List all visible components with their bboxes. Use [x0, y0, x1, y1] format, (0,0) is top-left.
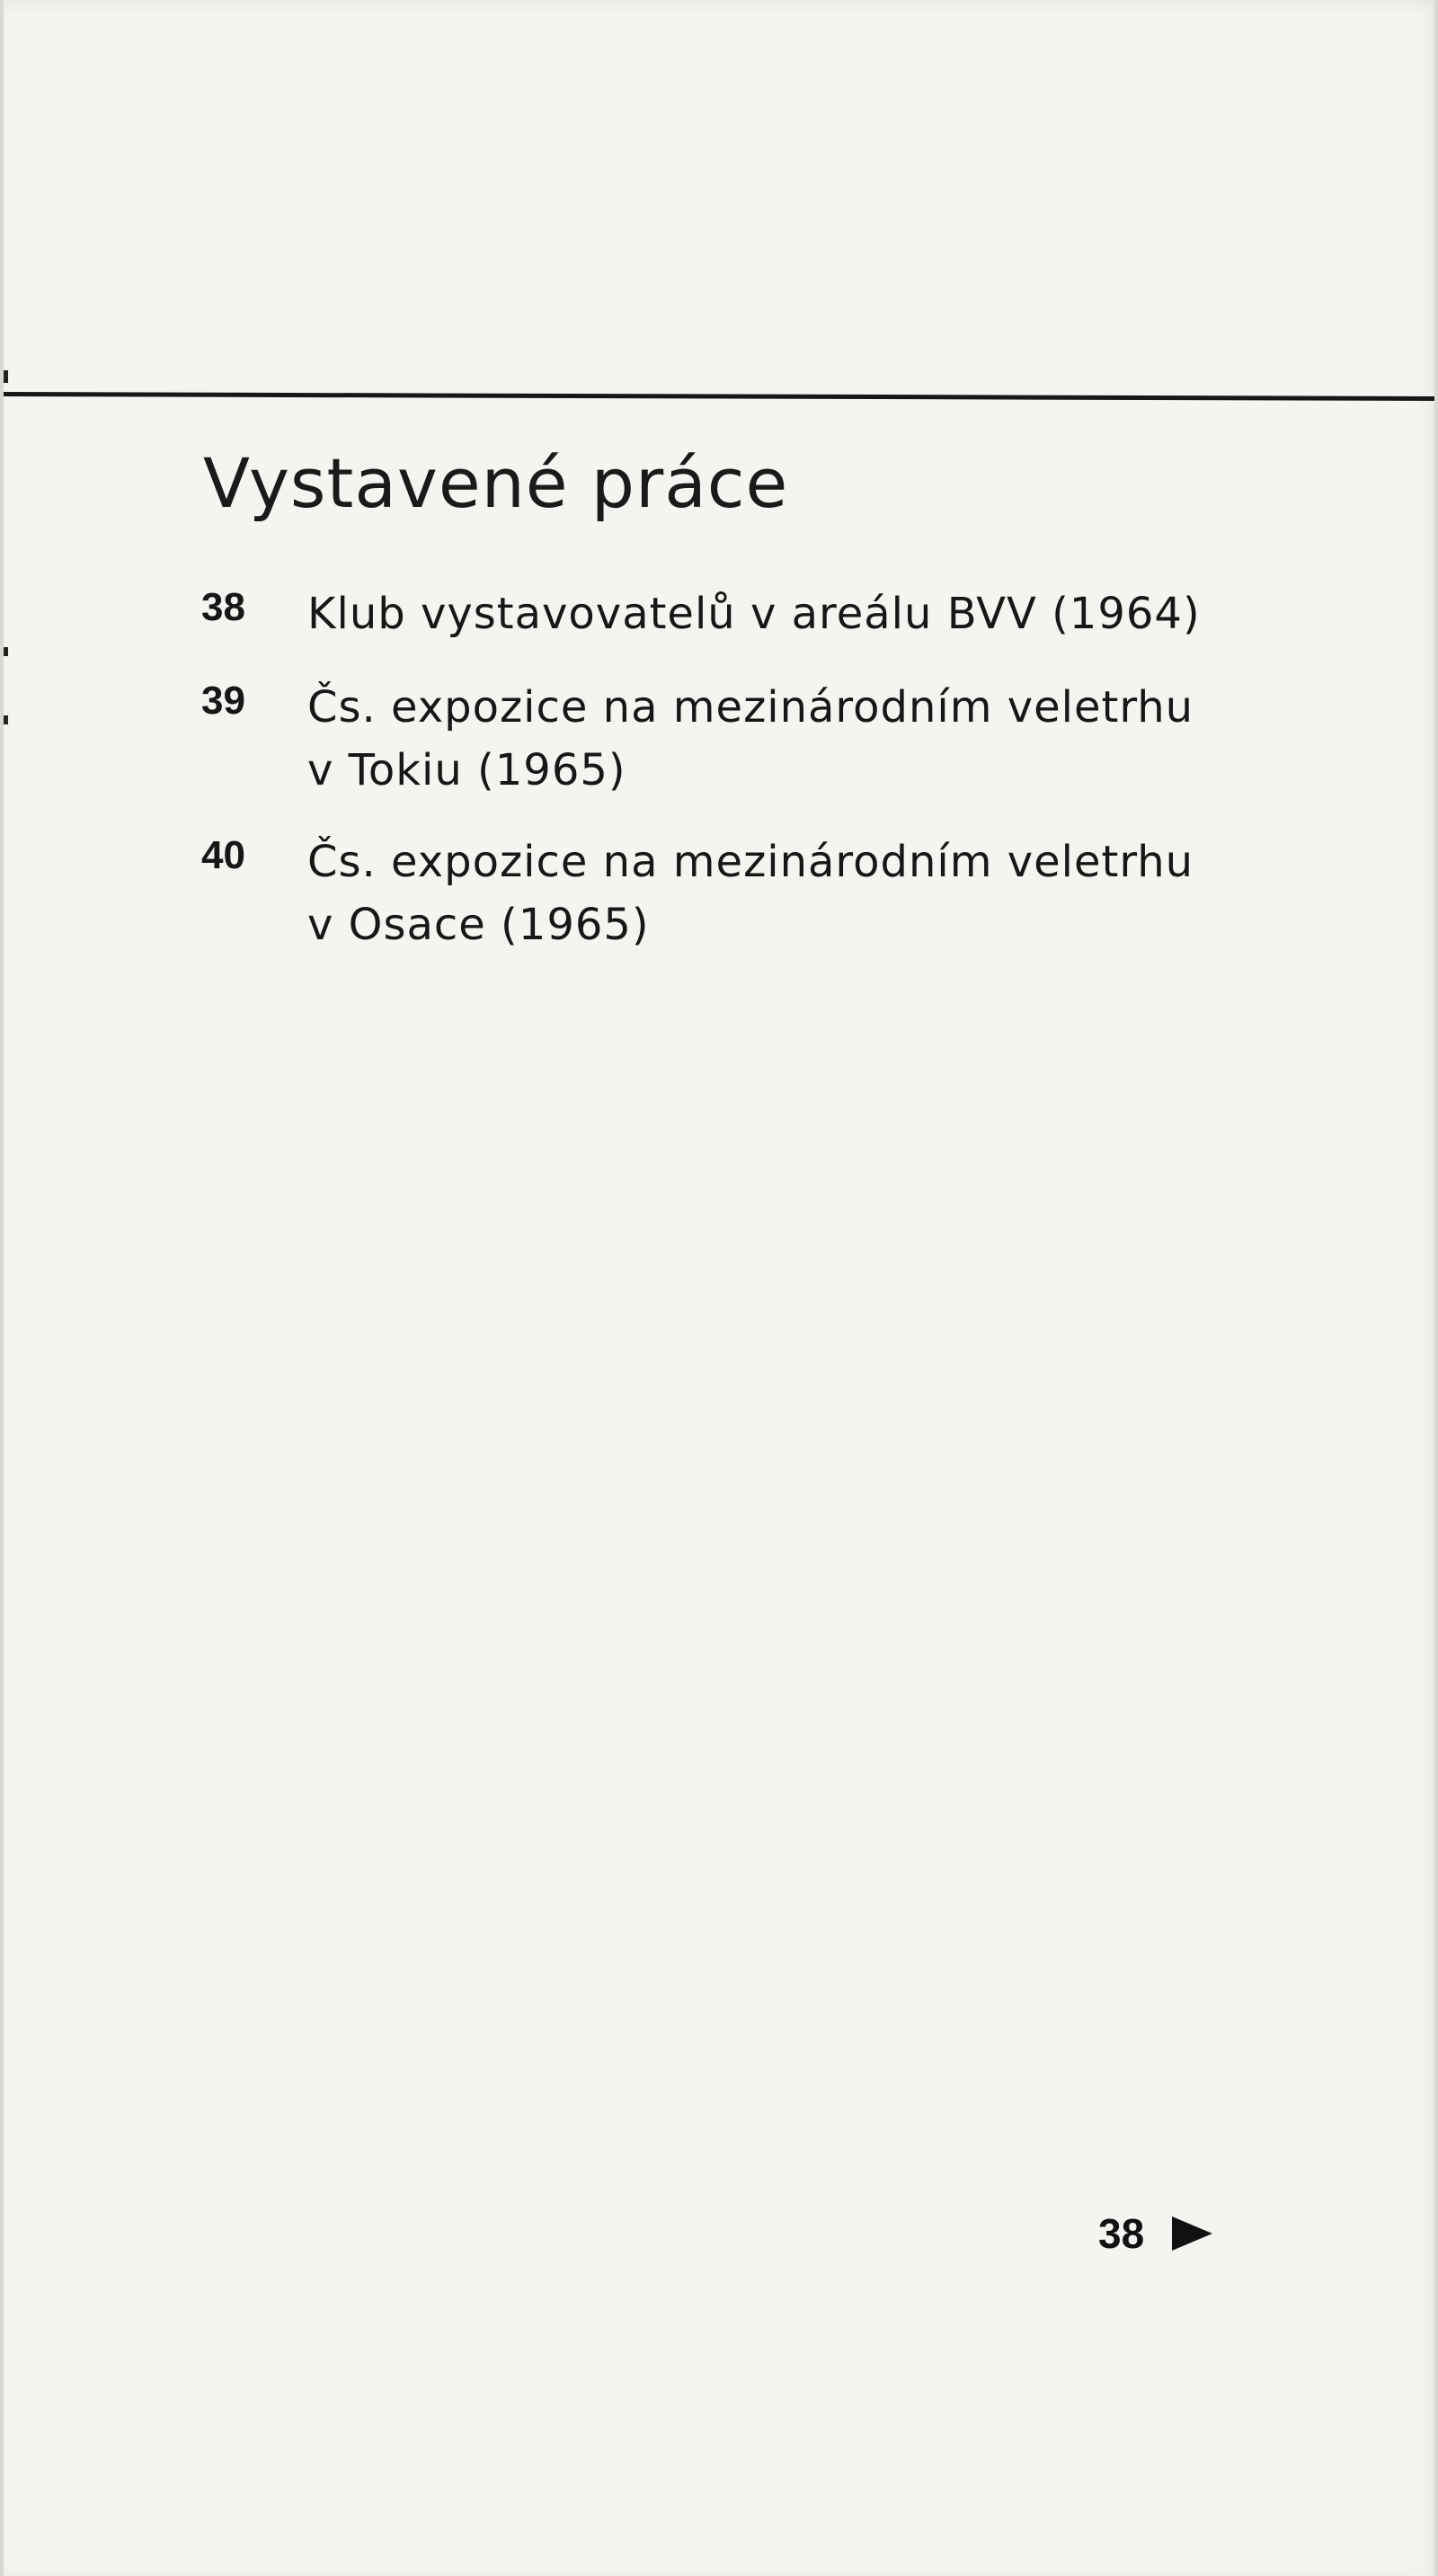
edge-mark: [4, 715, 8, 724]
list-item: [201, 676, 1262, 802]
document-page: [4, 0, 1434, 2576]
section-divider: [4, 392, 1434, 401]
entry-number: 38: [201, 585, 245, 629]
entry-text: Čs. expozice na mezinárodním veletrhu v Tokiu (1965): [307, 682, 1194, 795]
edge-mark: [4, 370, 8, 383]
entry-text: Čs. expozice na mezinárodním veletrhu v Osace (1965): [307, 837, 1194, 950]
edge-mark: [4, 647, 8, 656]
entry-number: 39: [201, 679, 245, 723]
entry-text: Klub vystavovatelů v areálu BVV (1964): [307, 589, 1201, 639]
list-item: [201, 582, 1262, 645]
right-triangle-icon: [1172, 2216, 1212, 2251]
page-title: Vystavené práce: [203, 443, 789, 523]
entry-number: 40: [201, 833, 245, 877]
page-number: 38: [1098, 2210, 1145, 2257]
list-item: [201, 831, 1262, 956]
